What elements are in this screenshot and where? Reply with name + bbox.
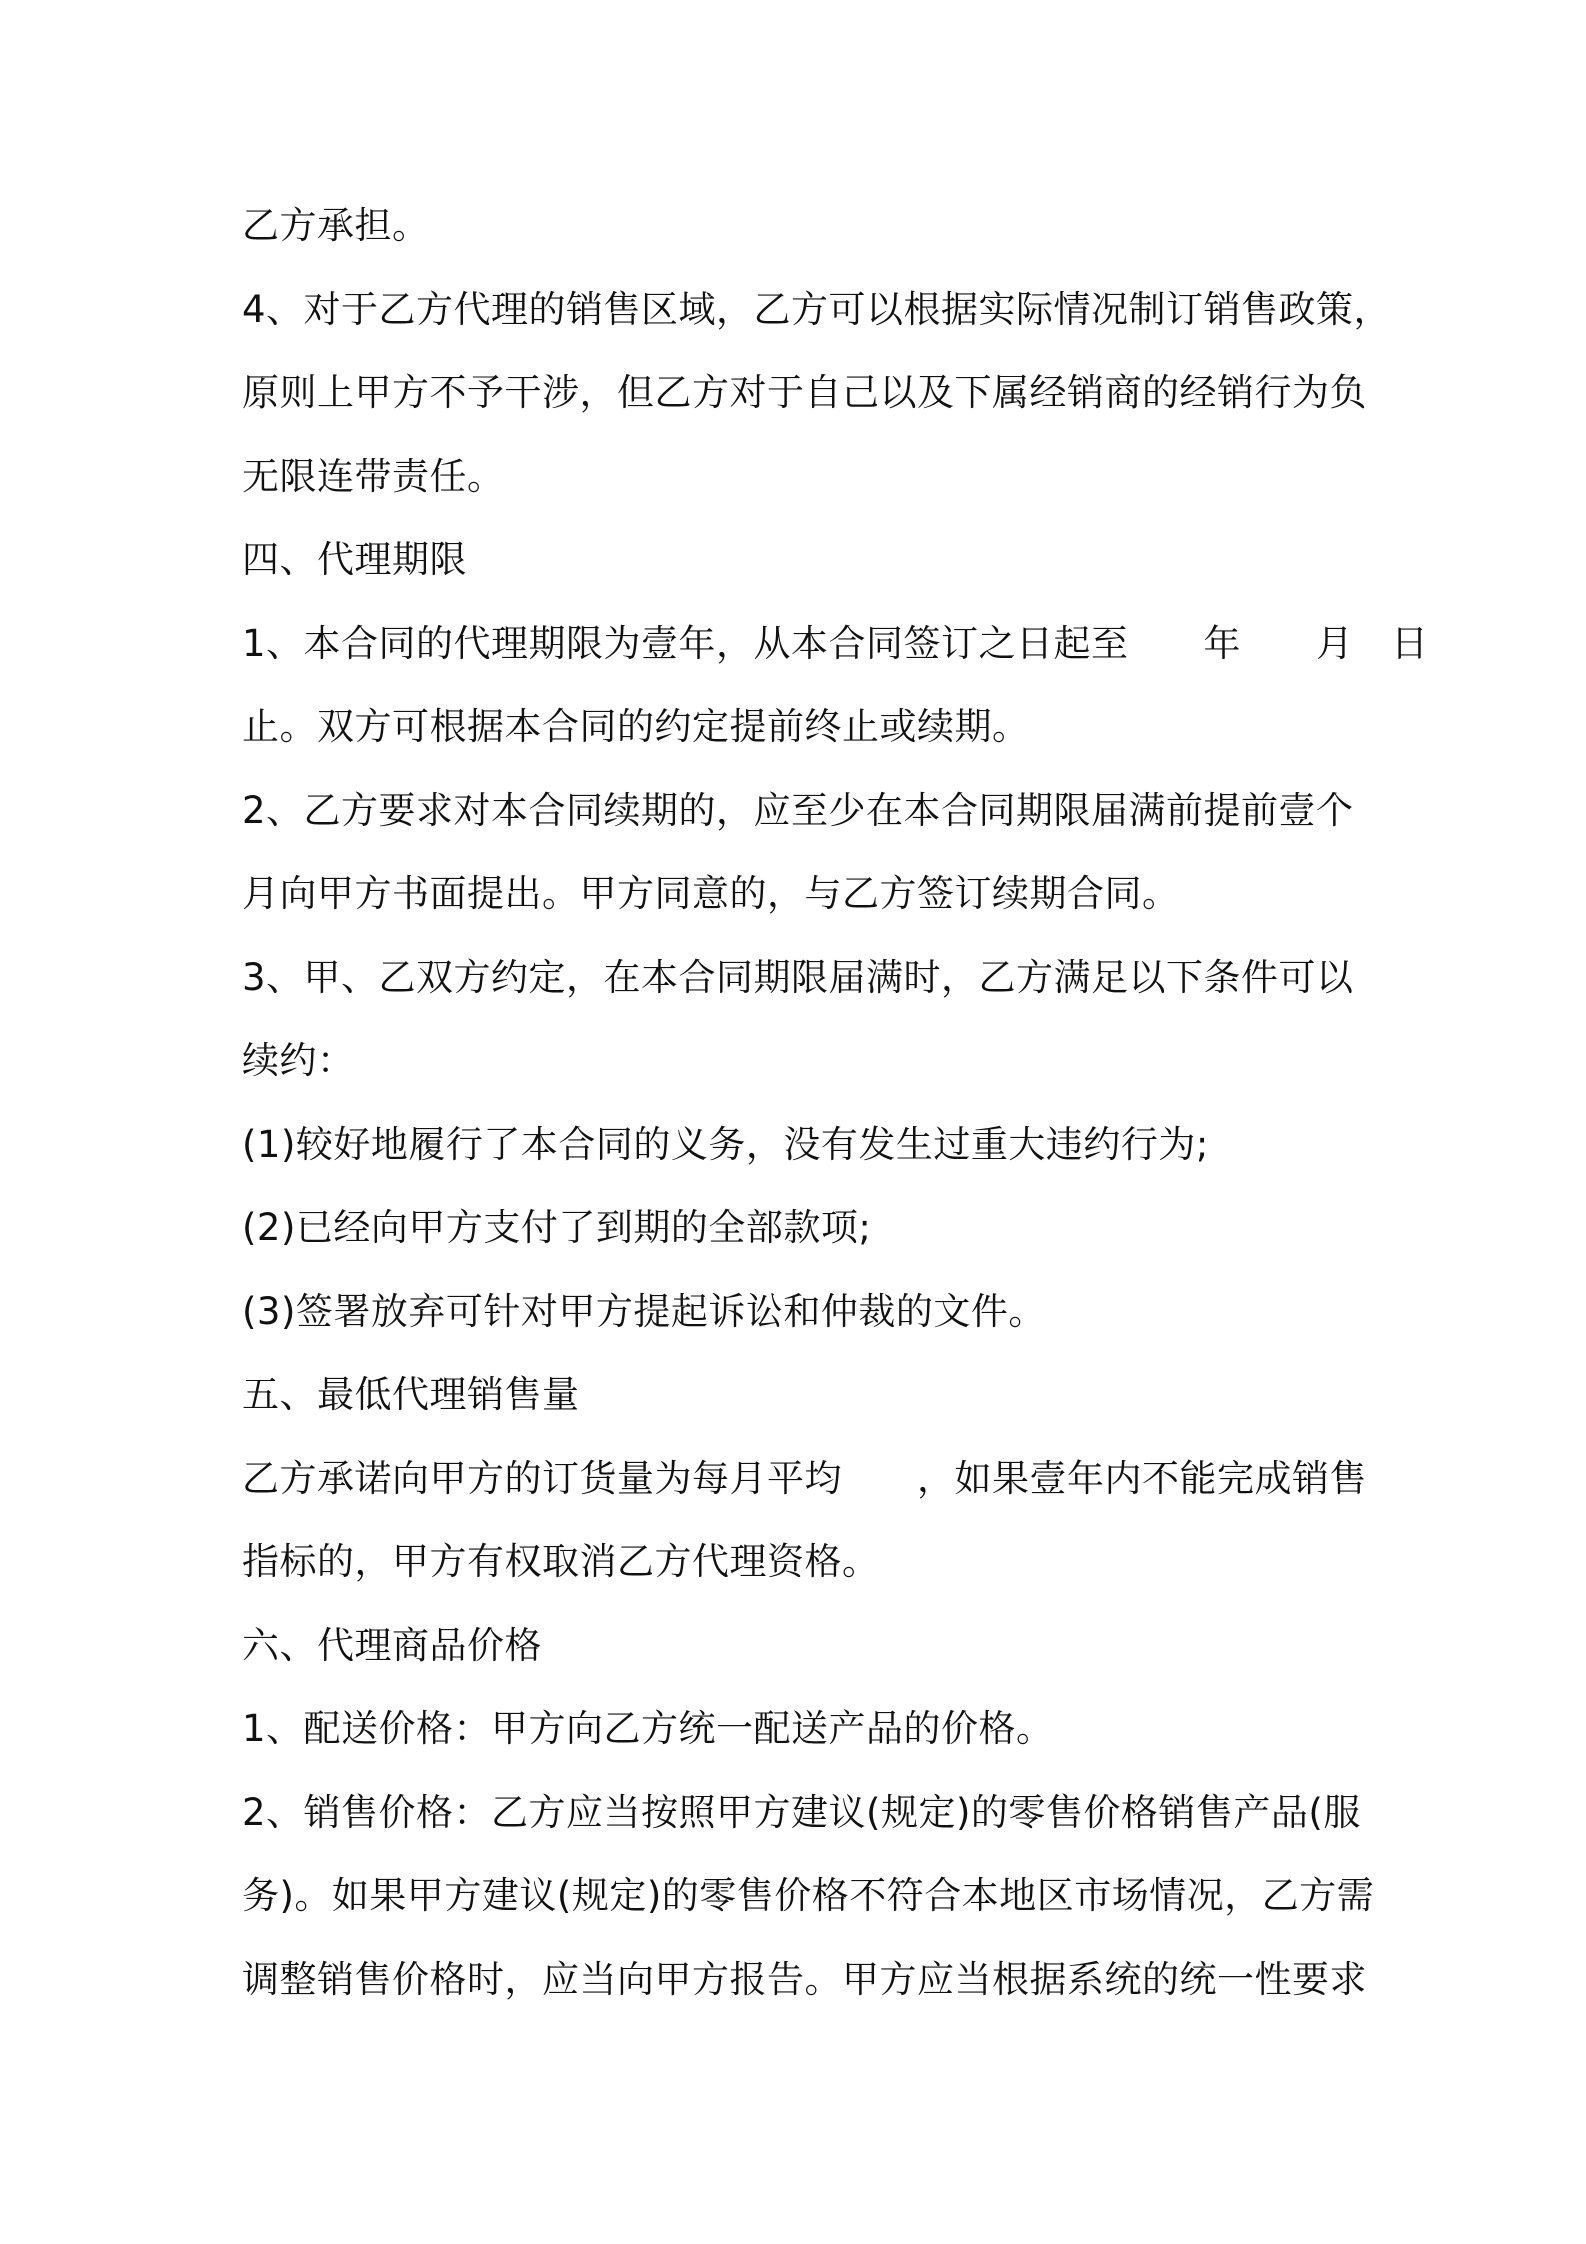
text-line: 务)。如果甲方建议(规定)的零售价格不符合本地区市场情况，乙方需 (242, 1874, 1375, 1917)
section-heading: 五、最低代理销售量 (242, 1373, 580, 1416)
text-line: 调整销售价格时，应当向甲方报告。甲方应当根据系统的统一性要求 (242, 1957, 1367, 2001)
section-heading: 六、代理商品价格 (242, 1623, 542, 1667)
text-line: 1、本合同的代理期限为壹年，从本合同签订之日起至 年 月 日 (242, 621, 1429, 665)
list-item: (1)较好地履行了本合同的义务，没有发生过重大违约行为; (242, 1122, 1209, 1166)
list-item: (3)签署放弃可针对甲方提起诉讼和仲裁的文件。 (242, 1289, 1046, 1333)
text-line: 月向甲方书面提出。甲方同意的，与乙方签订续期合同。 (242, 872, 1180, 915)
text-line: 无限连带责任。 (242, 454, 505, 498)
document-body (242, 196, 1429, 2033)
text-line: 乙方承诺向甲方的订货量为每月平均 ，如果壹年内不能完成销售 (242, 1456, 1367, 1500)
text-line: 3、甲、乙双方约定，在本合同期限届满时，乙方满足以下条件可以 (242, 955, 1354, 999)
text-line: 指标的，甲方有权取消乙方代理资格。 (242, 1540, 880, 1583)
list-item: (2)已经向甲方支付了到期的全部款项; (242, 1206, 872, 1249)
text-line: 2、销售价格：乙方应当按照甲方建议(规定)的零售价格销售产品(服 (242, 1790, 1361, 1834)
text-line: 续约： (242, 1039, 355, 1082)
text-line: 2、乙方要求对本合同续期的，应至少在本合同期限届满前提前壹个 (242, 788, 1354, 832)
text-line: 乙方承担。 (242, 204, 430, 247)
section-heading: 四、代理期限 (242, 538, 467, 581)
text-line: 1、配送价格：甲方向乙方统一配送产品的价格。 (242, 1707, 1054, 1750)
text-line: 原则上甲方不予干涉，但乙方对于自己以及下属经销商的经销行为负 (242, 371, 1367, 414)
text-line: 4、对于乙方代理的销售区域，乙方可以根据实际情况制订销售政策， (242, 287, 1392, 331)
text-line: 止。双方可根据本合同的约定提前终止或续期。 (242, 705, 1030, 748)
